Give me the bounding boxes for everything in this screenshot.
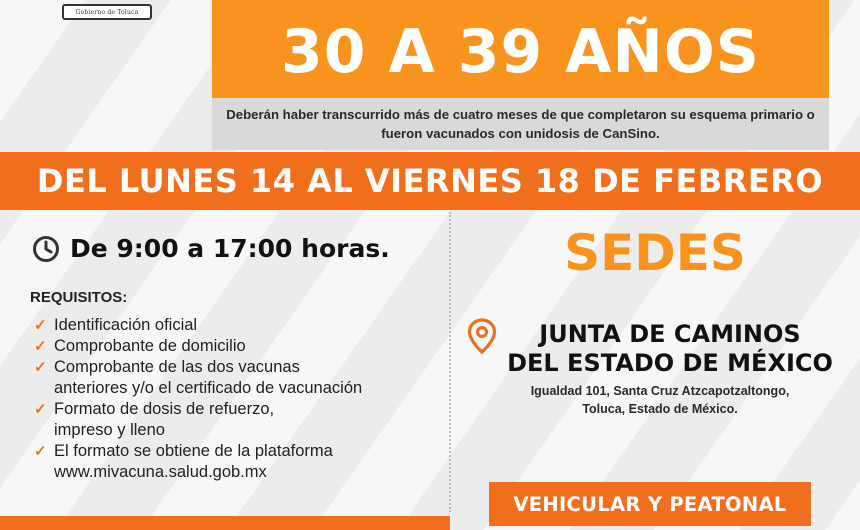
address-line: Igualdad 101, Santa Cruz Atzcapotzaltongo, xyxy=(530,384,790,398)
age-range-title: 30 A 39 AÑOS xyxy=(281,17,760,87)
list-item xyxy=(34,399,454,420)
requirement-text: anteriores y/o el certificado de vacunación xyxy=(54,379,363,397)
list-item-continuation xyxy=(34,420,454,441)
venue-address xyxy=(490,382,830,418)
clock-icon xyxy=(32,235,60,263)
check-icon: ✓ xyxy=(34,317,47,334)
requirement-text: Identificación oficial xyxy=(54,316,198,334)
check-icon: ✓ xyxy=(34,338,47,355)
list-item xyxy=(34,357,454,378)
list-item xyxy=(34,315,454,336)
venue-line: DEL ESTADO DE MÉXICO xyxy=(507,349,833,377)
list-item xyxy=(34,441,454,462)
eligibility-note-box xyxy=(212,98,829,150)
logo-banner: Gobierno de Toluca xyxy=(62,4,152,20)
eligibility-note: Deberán haber transcurrido más de cuatro meses de que completaron su esquema primario o fueron vacunados con unidosis de CanSino. xyxy=(226,107,815,141)
requirement-text: Formato de dosis de refuerzo, xyxy=(54,400,275,418)
venue-line: JUNTA DE CAMINOS xyxy=(539,320,801,348)
requirement-text: El formato se obtiene de la plataforma xyxy=(54,442,333,460)
schedule-hours: De 9:00 a 17:00 horas. xyxy=(70,234,390,263)
platform-url: www.mivacuna.salud.gob.mx xyxy=(54,463,267,481)
date-banner xyxy=(0,152,860,210)
list-item xyxy=(34,336,454,357)
municipal-logo xyxy=(58,0,156,24)
address-line: Toluca, Estado de México. xyxy=(582,402,738,416)
title-banner xyxy=(212,0,829,98)
sedes-heading: SEDES xyxy=(564,224,746,282)
venue-name xyxy=(500,320,840,378)
list-item-continuation xyxy=(34,462,454,483)
bottom-accent-bar xyxy=(0,516,450,530)
requirement-text: impreso y lleno xyxy=(54,421,165,439)
check-icon: ✓ xyxy=(34,359,47,376)
check-icon: ✓ xyxy=(34,401,47,418)
check-icon: ✓ xyxy=(34,443,47,460)
schedule xyxy=(32,234,390,263)
date-range: DEL LUNES 14 AL VIERNES 18 DE FEBRERO xyxy=(36,162,824,200)
access-mode-badge: VEHICULAR Y PEATONAL xyxy=(489,482,811,526)
requirements-heading: REQUISITOS: xyxy=(30,289,128,306)
requirements-list xyxy=(34,315,454,483)
requirement-text: Comprobante de las dos vacunas xyxy=(54,358,300,376)
requirement-text: Comprobante de domicilio xyxy=(54,337,246,355)
list-item-continuation xyxy=(34,378,454,399)
location-pin-icon xyxy=(466,318,498,354)
